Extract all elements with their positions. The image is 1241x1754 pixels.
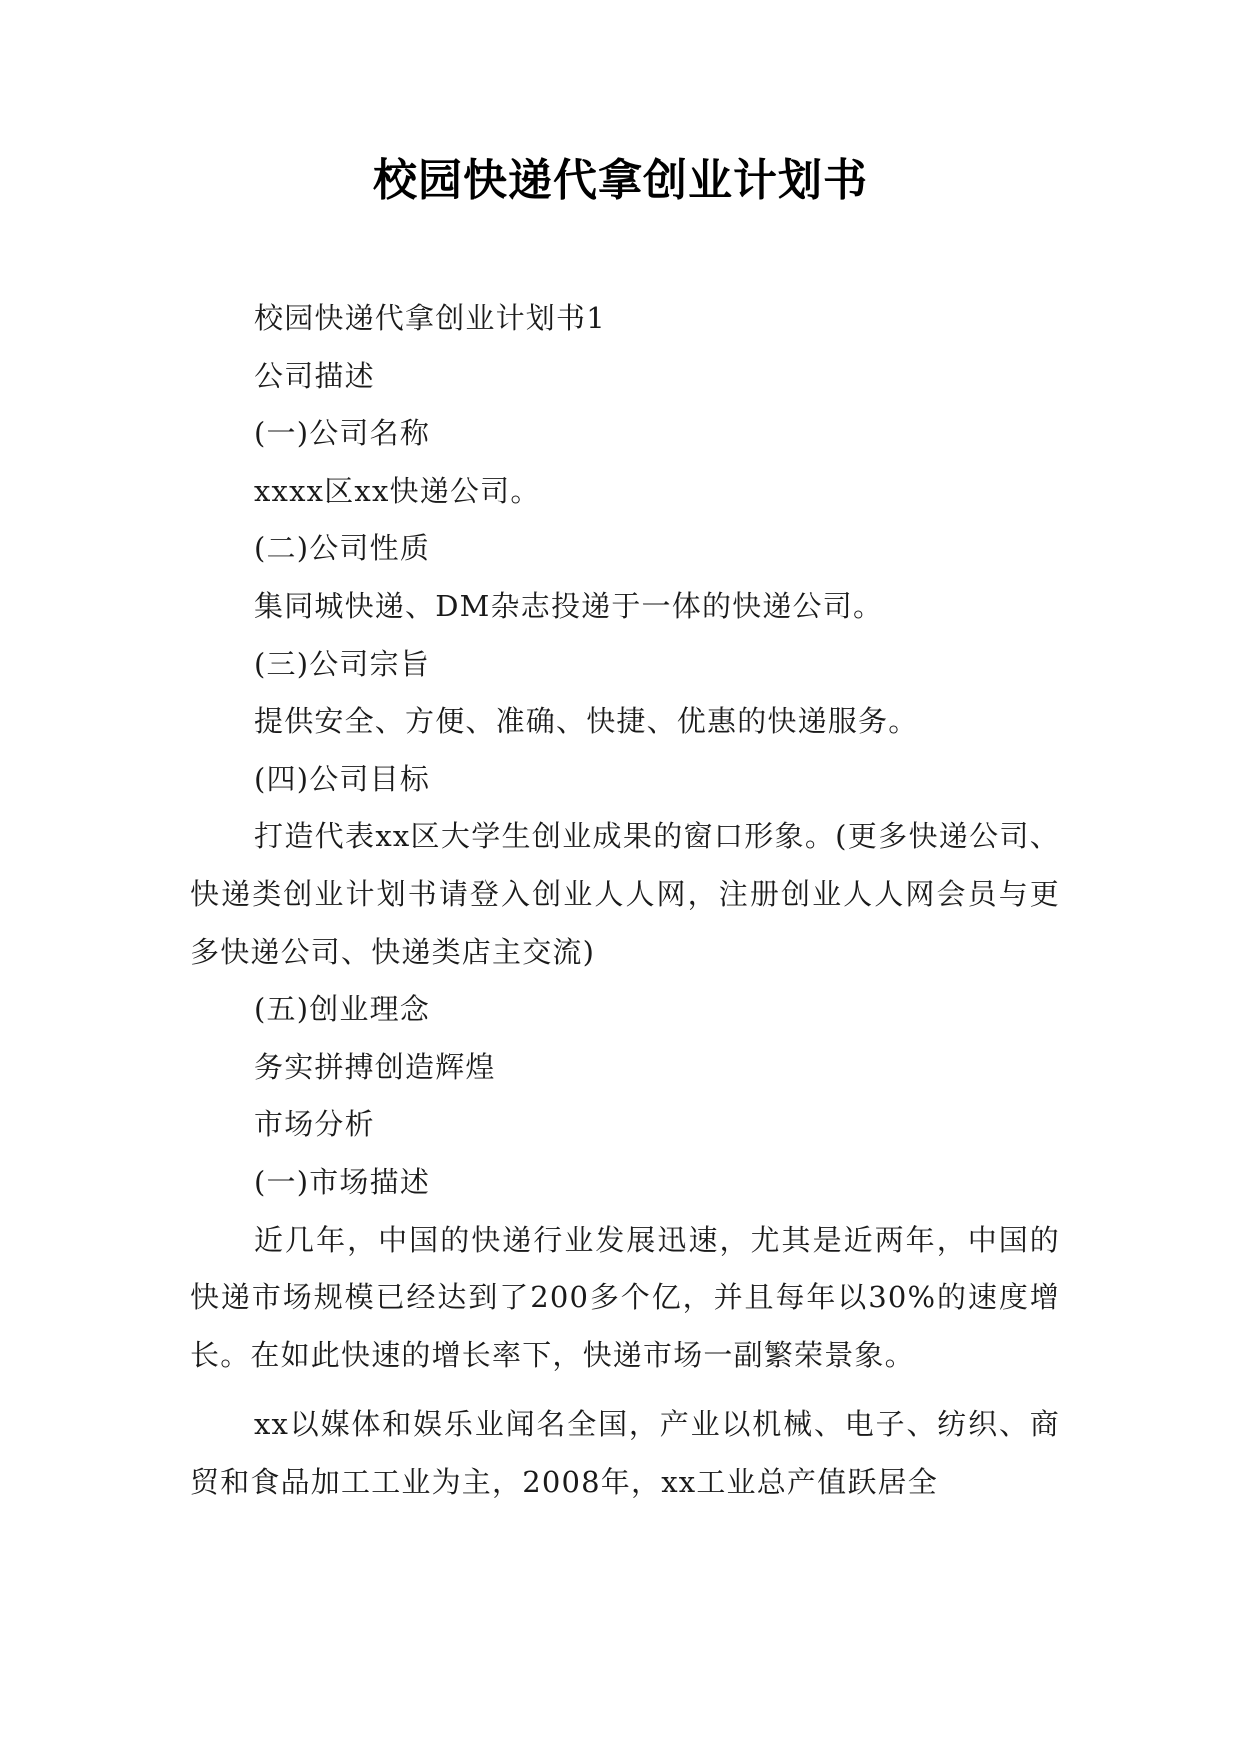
- paragraph-subtitle: 校园快递代拿创业计划书1: [254, 301, 606, 335]
- heading-market-description: (一)市场描述: [254, 1164, 431, 1199]
- heading-company-purpose: (三)公司宗旨: [254, 646, 431, 681]
- paragraph-company-name: xxxx区xx快递公司。: [254, 473, 541, 508]
- heading-market-analysis: 市场分析: [254, 1107, 375, 1142]
- paragraph-market-description: 近几年，中国的快递行业发展迅速，尤其是近两年，中国的快递市场规模已经达到了200多个亿，并且每年以30%的速度增长。在如此快速的增长率下，快递市场一副繁荣景象。: [190, 1222, 1060, 1372]
- paragraph-company-goal: 打造代表xx区大学生创业成果的窗口形象。(更多快递公司、快递类创业计划书请登入创业人人网，注册创业人人网会员与更多快递公司、快递类店主交流): [190, 819, 1060, 969]
- heading-company-description: 公司描述: [254, 358, 375, 393]
- paragraph-company-nature: 集同城快递、DM杂志投递于一体的快递公司。: [254, 588, 884, 623]
- paragraph-local-industry: xx以媒体和娱乐业闻名全国，产业以机械、电子、纺织、商贸和食品加工工业为主，2008年，xx工业总产值跃居全: [190, 1407, 1060, 1499]
- paragraph-business-philosophy: 务实拼搏创造辉煌: [254, 1049, 496, 1084]
- paragraph-company-purpose: 提供安全、方便、准确、快捷、优惠的快递服务。: [254, 704, 919, 739]
- heading-business-philosophy: (五)创业理念: [254, 992, 431, 1027]
- heading-company-nature: (二)公司性质: [254, 531, 431, 566]
- heading-company-goal: (四)公司目标: [254, 761, 431, 796]
- heading-company-name: (一)公司名称: [254, 416, 431, 451]
- document-title: 校园快递代拿创业计划书: [373, 155, 868, 206]
- document-body: [190, 290, 1060, 1511]
